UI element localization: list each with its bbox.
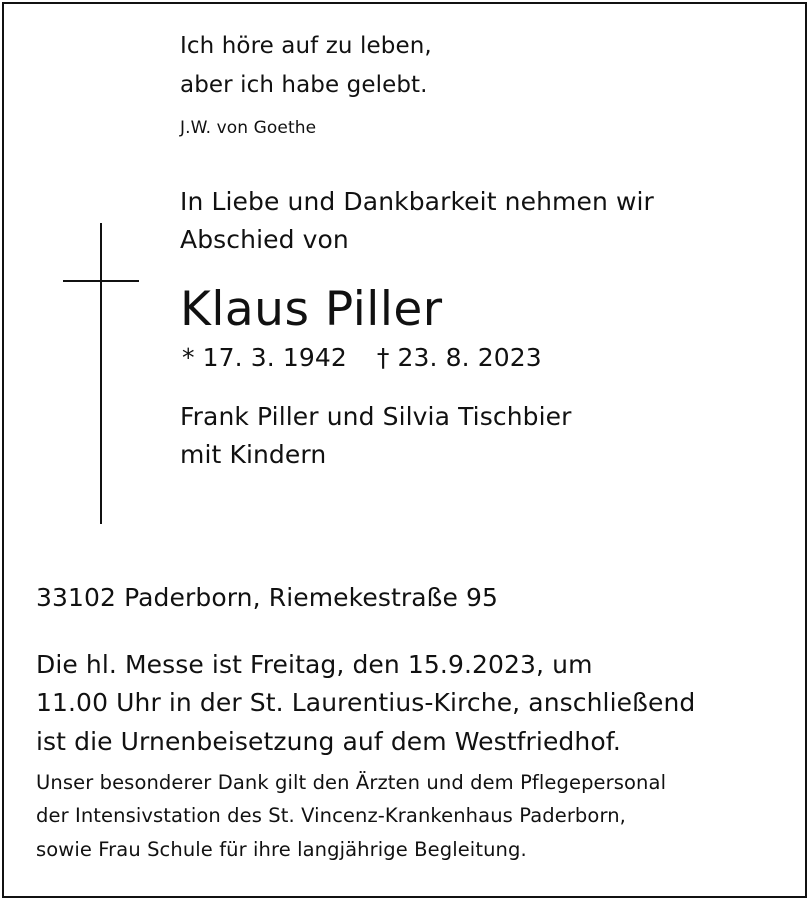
address: 33102 Paderborn, Riemekestraße 95 xyxy=(36,583,499,612)
obituary-border xyxy=(2,2,807,898)
birth-date: * 17. 3. 1942 xyxy=(182,343,347,372)
cross-icon-crossbar xyxy=(63,280,139,282)
death-date: † 23. 8. 2023 xyxy=(376,343,542,372)
quote-author: J.W. von Goethe xyxy=(180,118,317,138)
life-dates xyxy=(182,343,542,372)
thanks-line: Unser besonderer Dank gilt den Ärzten und dem Pflegepersonal xyxy=(36,771,667,794)
mourners-line: Frank Piller und Silvia Tischbier xyxy=(180,402,572,431)
service-line: Die hl. Messe ist Freitag, den 15.9.2023, um xyxy=(36,650,593,679)
intro-line: In Liebe und Dankbarkeit nehmen wir xyxy=(180,187,654,216)
deceased-name: Klaus Piller xyxy=(180,282,443,337)
cross-icon xyxy=(100,223,102,524)
quote-line: aber ich habe gelebt. xyxy=(180,72,428,98)
thanks-line: der Intensivstation des St. Vincenz-Krankenhaus Paderborn, xyxy=(36,804,626,827)
mourners-line: mit Kindern xyxy=(180,440,327,469)
thanks-line: sowie Frau Schule für ihre langjährige Begleitung. xyxy=(36,838,527,861)
service-line: 11.00 Uhr in der St. Laurentius-Kirche, anschließend xyxy=(36,688,696,717)
intro-line: Abschied von xyxy=(180,225,349,254)
quote-line: Ich höre auf zu leben, xyxy=(180,33,432,59)
service-line: ist die Urnenbeisetzung auf dem Westfriedhof. xyxy=(36,727,621,756)
